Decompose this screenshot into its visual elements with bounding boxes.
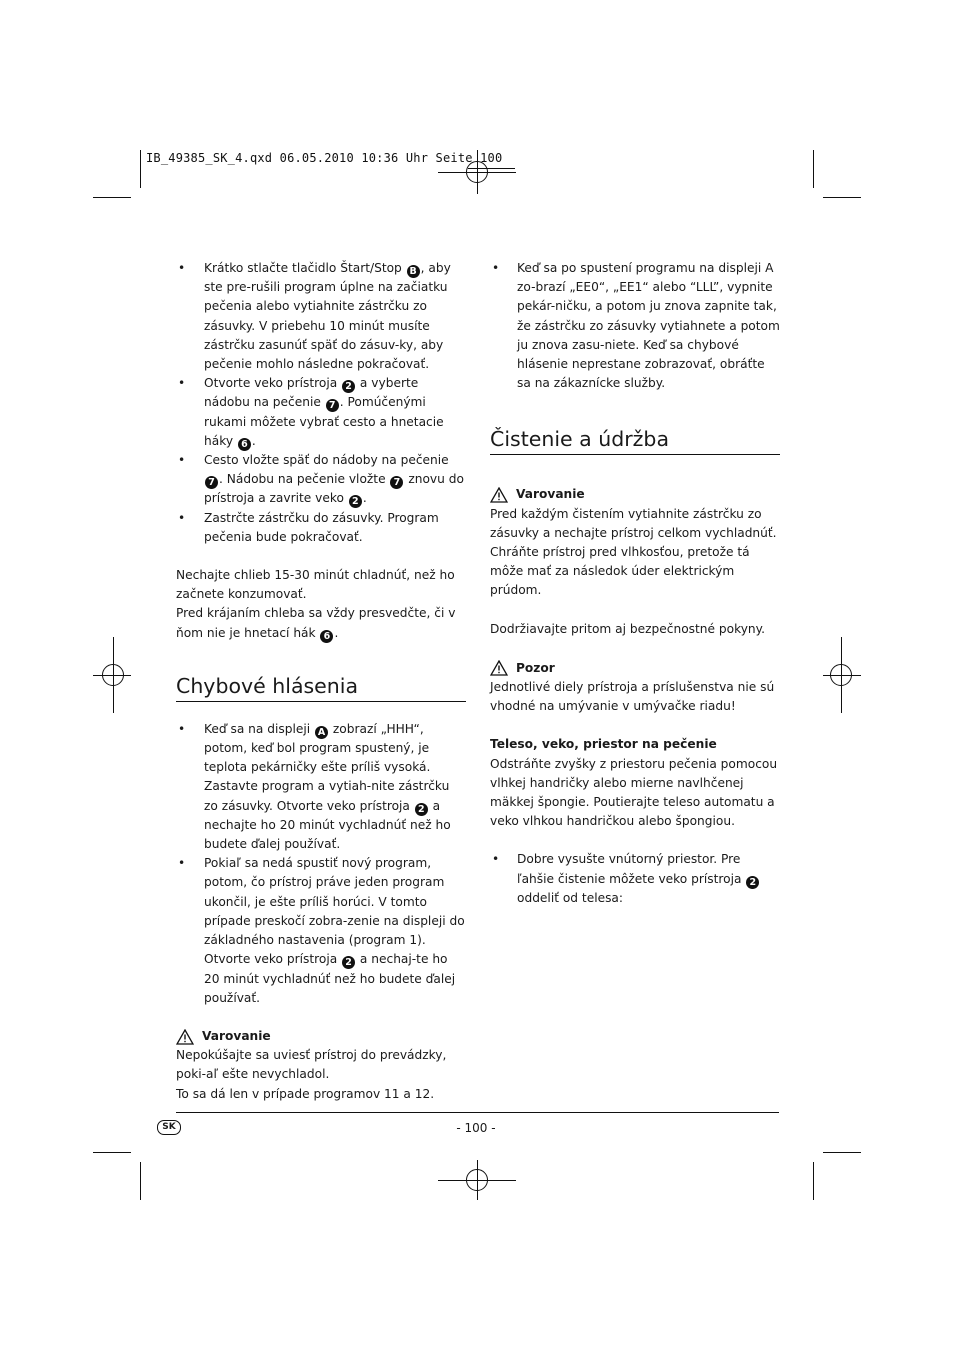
warning-text: To sa dá len v prípade programov 11 a 12. bbox=[176, 1086, 435, 1101]
registration-mark bbox=[102, 664, 124, 686]
ref-badge-2: 2 bbox=[349, 495, 362, 508]
warning-text: Chráňte prístroj pred vlhkosťou, pretože tá môže mať za následok úder elektrickým prúdom. bbox=[490, 545, 750, 598]
file-info-header: IB_49385_SK_4.qxd 06.05.2010 10:36 Uhr Seite 100 bbox=[146, 151, 503, 165]
right-column bbox=[490, 259, 780, 908]
language-badge: SK bbox=[157, 1120, 181, 1135]
list-item: • Pokiaľ sa nedá spustiť nový program, potom, čo prístroj práve jeden program ukončil, je ešte príliš horúci. V tomto prípade preskočí zobra-zenie na displeji do základného nastavenia (program 1). Otvorte veko prístroja 2 a nechaj-te ho 20 minút vychladnúť než ho budete ďalej používať. bbox=[176, 854, 466, 1008]
crop-mark bbox=[93, 1152, 131, 1153]
ref-badge-7: 7 bbox=[390, 476, 403, 489]
warning-triangle-icon bbox=[176, 1029, 194, 1045]
subheading-body-lid-chamber: Teleso, veko, priestor na pečenie bbox=[490, 737, 717, 752]
list-item: • Cesto vložte späť do nádoby na pečenie 7 . Nádobu na pečenie vložte 7 znovu do prístroja a zavrite veko 2 . bbox=[176, 451, 466, 509]
heading-cleaning: Čistenie a údržba bbox=[490, 426, 780, 455]
ref-badge-6: 6 bbox=[320, 630, 333, 643]
ref-badge-2: 2 bbox=[342, 380, 355, 393]
bullet-list-errors bbox=[176, 720, 466, 1008]
crop-mark bbox=[140, 150, 141, 188]
warning-label: Varovanie bbox=[176, 1027, 466, 1046]
warning-text: Pred každým čistením vytiahnite zástrčku zo zásuvky a nechajte prístroj celkom vychladnúť. bbox=[490, 506, 777, 540]
ref-badge-b: B bbox=[407, 265, 420, 278]
warning-text: Nepokúšajte sa uviesť prístroj do prevádzky, poki-aľ ešte nevychladol. bbox=[176, 1048, 447, 1082]
ref-badge-a: A bbox=[315, 726, 328, 739]
header-underline bbox=[468, 168, 515, 169]
safety-note: Dodržiavajte pritom aj bezpečnostné pokyny. bbox=[490, 621, 765, 636]
list-item: • Krátko stlačte tlačidlo Štart/Stop B , aby ste pre-rušili program úplne na začiatku pečenia alebo vytiahnite zástrčku zo zásuvky. V priebehu 10 minút musíte zástrčku zasunúť späť do zásuv-ky, aby pečenie mohlo následne pokračovať. bbox=[176, 259, 466, 374]
left-column bbox=[176, 259, 466, 1104]
bullet-list-resume bbox=[176, 259, 466, 547]
warning-label: Varovanie bbox=[490, 485, 780, 504]
ref-badge-7: 7 bbox=[205, 476, 218, 489]
ref-badge-2: 2 bbox=[415, 803, 428, 816]
page-number: - 100 - bbox=[456, 1121, 496, 1135]
crop-mark bbox=[140, 1162, 141, 1200]
warning-triangle-icon bbox=[490, 660, 508, 676]
heading-error-messages: Chybové hlásenia bbox=[176, 673, 466, 702]
registration-mark bbox=[466, 1169, 488, 1191]
footer-rule bbox=[176, 1112, 779, 1113]
ref-badge-7: 7 bbox=[326, 399, 339, 412]
ref-badge-2: 2 bbox=[746, 876, 759, 889]
bullet-list-ee bbox=[490, 259, 780, 393]
warning-triangle-icon bbox=[490, 487, 508, 503]
ref-badge-6: 6 bbox=[238, 438, 251, 451]
body-cleaning-text: Odstráňte zvyšky z priestoru pečenia pomocou vlhkej handričky alebo mierne navlhčenej mäkkej špongie. Poutierajte teleso automatu a veko vlhkou handričkou alebo špongiou. bbox=[490, 756, 778, 829]
caution-label: Pozor bbox=[490, 659, 780, 678]
list-item: • Zastrčte zástrčku do zásuvky. Program pečenia bude pokračovať. bbox=[176, 509, 466, 547]
list-item: • Dobre vysušte vnútorný priestor. Pre ľahšie čistenie môžete veko prístroja 2 oddeliť od telesa: bbox=[490, 850, 780, 908]
crop-mark bbox=[823, 1152, 861, 1153]
ref-badge-2: 2 bbox=[342, 956, 355, 969]
caution-text: Jednotlivé diely prístroja a príslušenstva nie sú vhodné na umývanie v umývačke riadu! bbox=[490, 680, 775, 714]
crop-mark bbox=[93, 197, 131, 198]
list-item: • Keď sa na displeji A zobrazí „HHH“, potom, keď bol program spustený, je teplota pekárničky ešte príliš vysoká. Zastavte program a vytiah-nite zástrčku zo zásuvky. Otvorte veko prístroja 2 a nechajte ho 20 minút vychladnúť než ho budete ďalej používať. bbox=[176, 720, 466, 854]
paragraph-cooling: Nechajte chlieb 15-30 minút chladnúť, než ho začnete konzumovať. bbox=[176, 568, 455, 602]
crop-mark bbox=[813, 1162, 814, 1200]
list-item: • Keď sa po spustení programu na displeji A zo-brazí „EE0“, „EE1“ alebo “LLL”, vypnite pekár-ničku, a potom ju znova zapnite tak, že zástrčku zo zásuvky vytiahnete a potom ju znova zasu-niete. Keď sa chybové hlásenie neprestane zobrazovať, obráťte sa na zákaznícke služby. bbox=[490, 259, 780, 393]
bullet-list-dry bbox=[490, 850, 780, 908]
registration-mark bbox=[830, 664, 852, 686]
list-item: • Otvorte veko prístroja 2 a vyberte nádobu na pečenie 7 . Pomúčenými rukami môžete vybrať cesto a hnetacie háky 6 . bbox=[176, 374, 466, 451]
paragraph-check-hook: Pred krájaním chleba sa vždy presvedčte, či v ňom nie je hnetací hák 6 . bbox=[176, 606, 456, 642]
crop-mark bbox=[813, 150, 814, 188]
crop-mark bbox=[823, 197, 861, 198]
